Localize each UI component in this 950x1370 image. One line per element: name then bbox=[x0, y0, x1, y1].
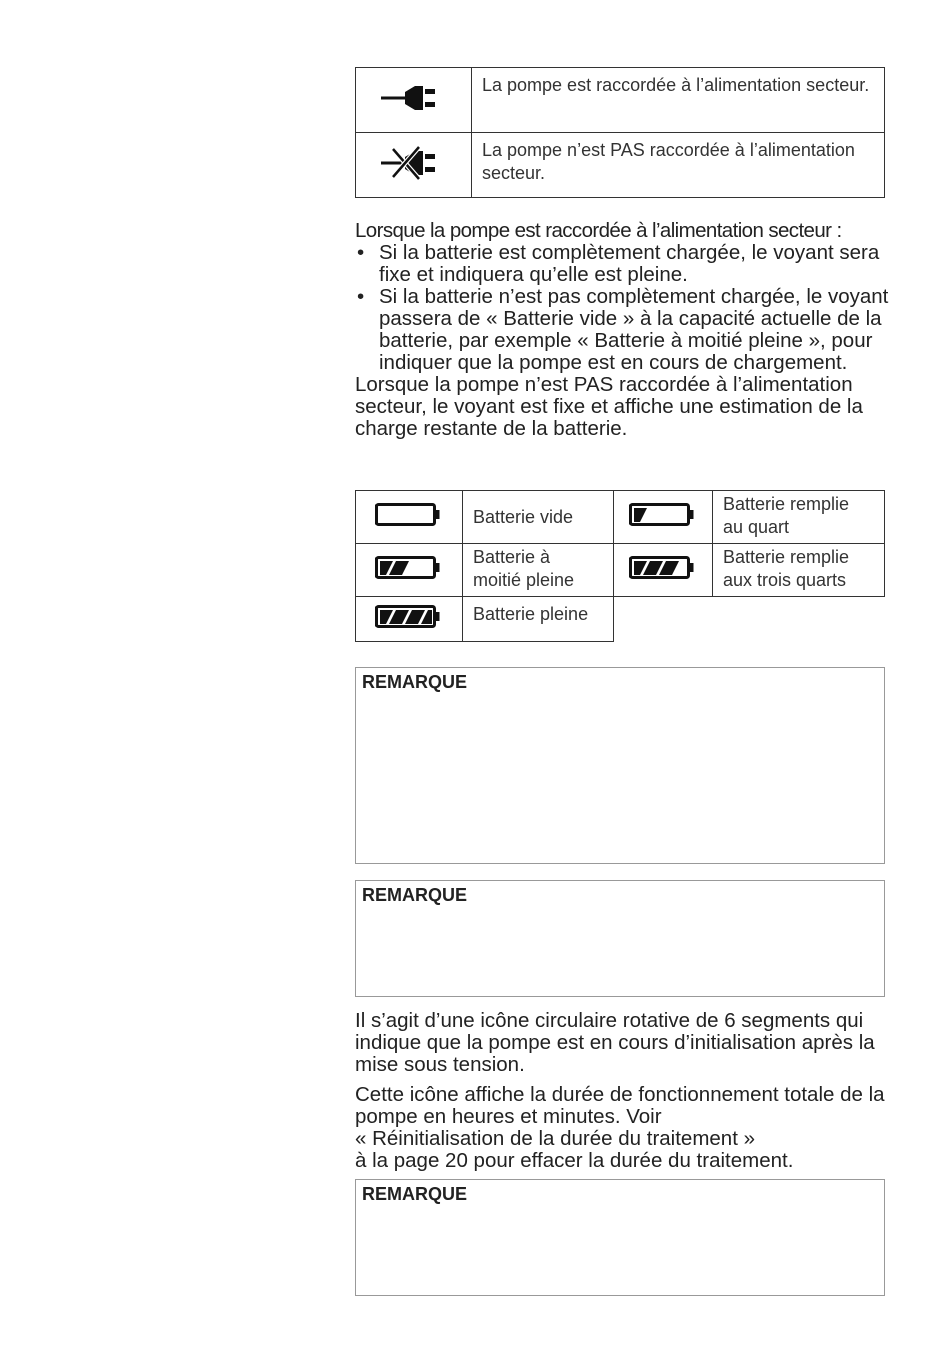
battery-empty-cell bbox=[356, 491, 463, 544]
init-icon-text: Il s’agit d’une icône circulaire rotative de 6 segments qui indique que la pompe est en cours d’initialisation après la mise sous tension. bbox=[355, 1009, 875, 1076]
runtime-text-line2: « Réinitialisation de la durée du traitement » bbox=[355, 1127, 755, 1150]
battery-half-label: Batterie à moitié pleine bbox=[463, 544, 614, 597]
charging-description bbox=[355, 220, 890, 440]
table-row bbox=[356, 597, 885, 642]
plug-connected-cell bbox=[356, 68, 472, 133]
table-row bbox=[356, 133, 885, 198]
init-icon-description bbox=[355, 1010, 890, 1076]
battery-three-quarters-icon bbox=[629, 556, 697, 580]
battery-full-icon bbox=[375, 605, 443, 629]
battery-half-icon bbox=[375, 556, 443, 580]
note-title: REMARQUE bbox=[362, 1184, 468, 1204]
power-status-table bbox=[355, 67, 885, 198]
plug-connected-icon bbox=[379, 81, 449, 115]
battery-full-label: Batterie pleine bbox=[463, 597, 614, 642]
table-row bbox=[356, 544, 885, 597]
table-row bbox=[356, 68, 885, 133]
list-item: • Si la batterie n’est pas complètement chargée, le voyant passera de « Batterie vide » à la capacité actuelle de la batterie, par exemple « Batterie à moitié pleine », pour indiquer que la pompe est en cours de chargement. bbox=[355, 286, 890, 374]
list-item: • Si la batterie est complètement chargée, le voyant sera fixe et indiquera qu’elle est pleine. bbox=[355, 242, 890, 286]
battery-quarter-label: Batterie remplie au quart bbox=[713, 491, 885, 544]
battery-three-quarters-cell bbox=[614, 544, 713, 597]
plug-disconnected-icon bbox=[379, 143, 449, 183]
note-box bbox=[355, 667, 885, 864]
note-box bbox=[355, 880, 885, 997]
note-title: REMARQUE bbox=[362, 885, 468, 905]
charging-intro: Lorsque la pompe est raccordée à l’alimentation secteur : bbox=[355, 219, 842, 242]
table-row bbox=[356, 491, 885, 544]
note-box bbox=[355, 1179, 885, 1296]
runtime-text-line1: Cette icône affiche la durée de fonctionnement totale de la pompe en heures et minutes. Voir bbox=[355, 1083, 885, 1128]
note-title: REMARQUE bbox=[362, 672, 468, 692]
battery-half-cell bbox=[356, 544, 463, 597]
battery-three-quarters-label: Batterie remplie aux trois quarts bbox=[713, 544, 885, 597]
battery-empty-label: Batterie vide bbox=[463, 491, 614, 544]
plug-disconnected-cell bbox=[356, 133, 472, 198]
plug-disconnected-text: La pompe n’est PAS raccordée à l’alimentation secteur. bbox=[472, 133, 885, 198]
battery-full-cell bbox=[356, 597, 463, 642]
not-connected-text: Lorsque la pompe n’est PAS raccordée à l’alimentation secteur, le voyant est fixe et affiche une estimation de la charge restante de la batterie. bbox=[355, 373, 863, 440]
runtime-description bbox=[355, 1084, 890, 1172]
battery-empty-icon bbox=[375, 503, 443, 527]
charging-bullet-list bbox=[355, 242, 890, 374]
runtime-text-line3: à la page 20 pour effacer la durée du traitement. bbox=[355, 1149, 794, 1172]
plug-connected-text: La pompe est raccordée à l’alimentation secteur. bbox=[472, 68, 885, 133]
battery-level-table bbox=[355, 490, 885, 642]
battery-quarter-icon bbox=[629, 503, 697, 527]
battery-quarter-cell bbox=[614, 491, 713, 544]
